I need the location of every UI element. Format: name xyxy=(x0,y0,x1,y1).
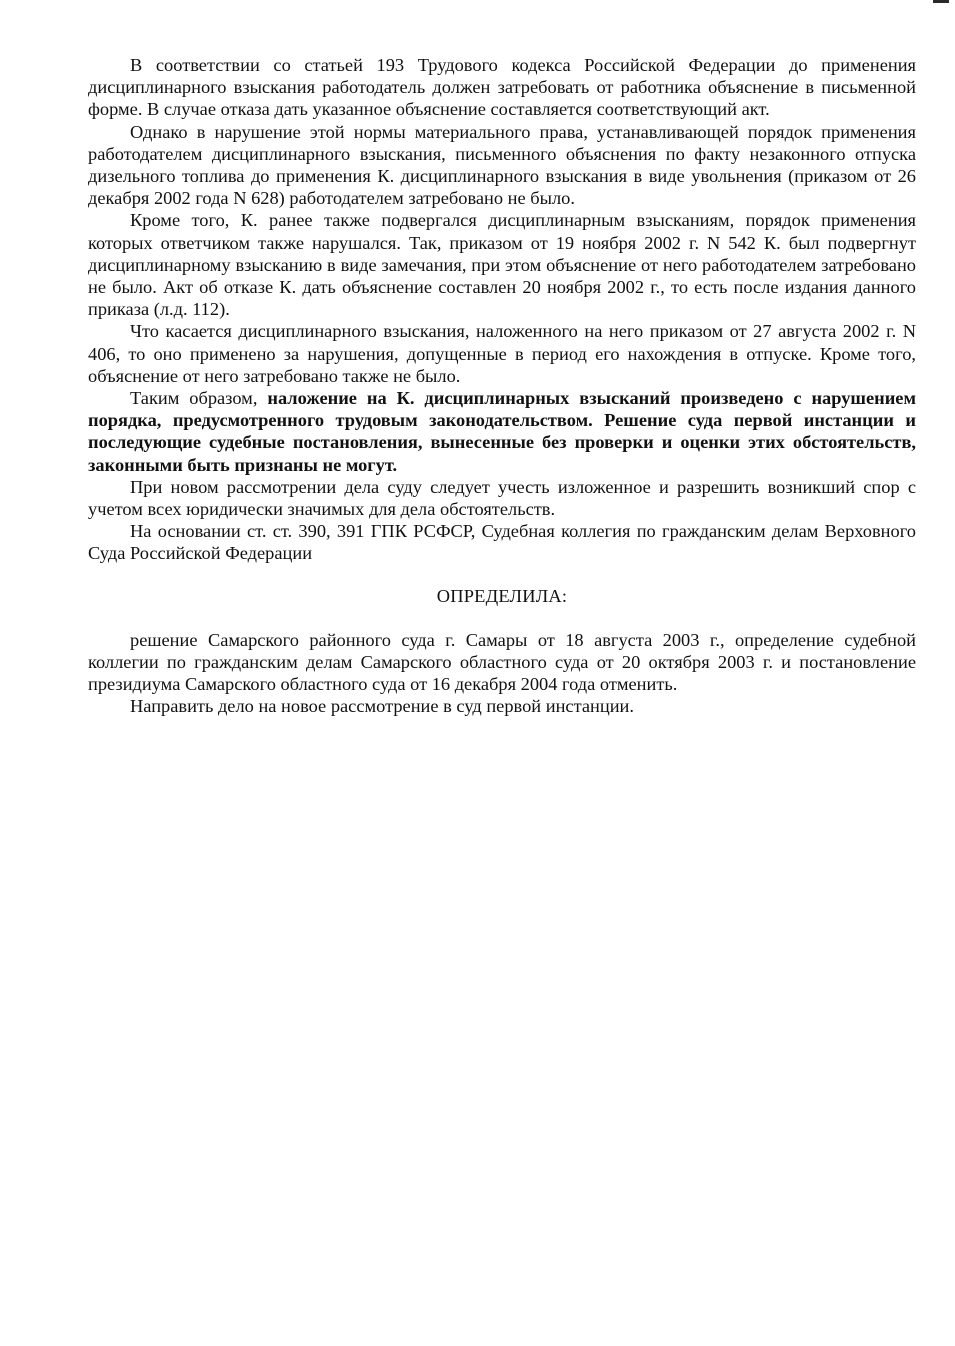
paragraph-new-review xyxy=(88,476,916,520)
ruling-remand xyxy=(88,695,916,717)
paragraph-conclusion xyxy=(88,387,916,476)
ruling-heading: ОПРЕДЕЛИЛА: xyxy=(436,585,568,606)
scan-corner-mark xyxy=(933,0,949,3)
paragraph-text: При новом рассмотрении дела суду следует учесть изложенное и разрешить возникший спор с учетом всех юридически значимых для дела обстоятельств. xyxy=(88,476,916,520)
paragraph-text: Направить дело на новое рассмотрение в суд первой инстанции. xyxy=(130,696,634,717)
paragraph-text: В соответствии со статьей 193 Трудового кодекса Российской Федерации до применения дисциплинарного взыскания работодатель должен затребовать от работника объяснение в письменной форме. В случае отказа дать указанное объяснение составляется соответствующий акт. xyxy=(88,55,916,120)
paragraph-article-193 xyxy=(88,54,916,121)
ruling-cancel xyxy=(88,629,916,696)
paragraph-text: решение Самарского районного суда г. Самары от 18 августа 2003 г., определение судебной коллегии по гражданским делам Самарского областного суда от 20 октября 2003 г. и постановление президиума Самарского областного суда от 16 декабря 2004 года отменить. xyxy=(88,629,916,695)
document-body xyxy=(88,54,916,718)
paragraph-legal-basis xyxy=(88,520,916,564)
paragraph-bold-text: наложение на К. дисциплинарных взысканий произведено с нарушением порядка, предусмотренного трудовым законодательством. Решение суда первой инстанции и последующие судебные постановления, вынесенные без проверки и оценки этих обстоятельств, законными быть признаны не могут. xyxy=(88,388,916,475)
paragraph-text: Что касается дисциплинарного взыскания, наложенного на него приказом от 27 августа 2002 г. N 406, то оно применено за нарушения, допущенные в период его нахождения в отпуске. Кроме того, объяснение от него затребовано также не было. xyxy=(88,321,916,386)
paragraph-violation-norm xyxy=(88,121,916,210)
paragraph-order-406 xyxy=(88,320,916,387)
paragraph-text: Таким образом, xyxy=(130,388,268,409)
paragraph-text: На основании ст. ст. 390, 391 ГПК РСФСР, Судебная коллегия по гражданским делам Верховного Суда Российской Федерации xyxy=(88,521,916,564)
paragraph-text: Кроме того, К. ранее также подвергался дисциплинарным взысканиям, порядок применения которых ответчиком также нарушался. Так, приказом от 19 ноября 2002 г. N 542 К. был подвергнут дисциплинарному взысканию в виде замечания, при этом объяснение от него работодателем затребовано не было. Акт об отказе К. дать объяснение составлен 20 ноября 2002 г., то есть после издания данного приказа (л.д. 112). xyxy=(88,210,916,320)
paragraph-text: Однако в нарушение этой нормы материального права, устанавливающей порядок применения работодателем дисциплинарного взыскания, письменного объяснения по факту незаконного отпуска дизельного топлива до применения К. дисциплинарного взыскания в виде увольнения (приказом от 26 декабря 2002 года N 628) работодателем затребовано не было. xyxy=(88,121,916,209)
paragraph-previous-penalties xyxy=(88,209,916,320)
